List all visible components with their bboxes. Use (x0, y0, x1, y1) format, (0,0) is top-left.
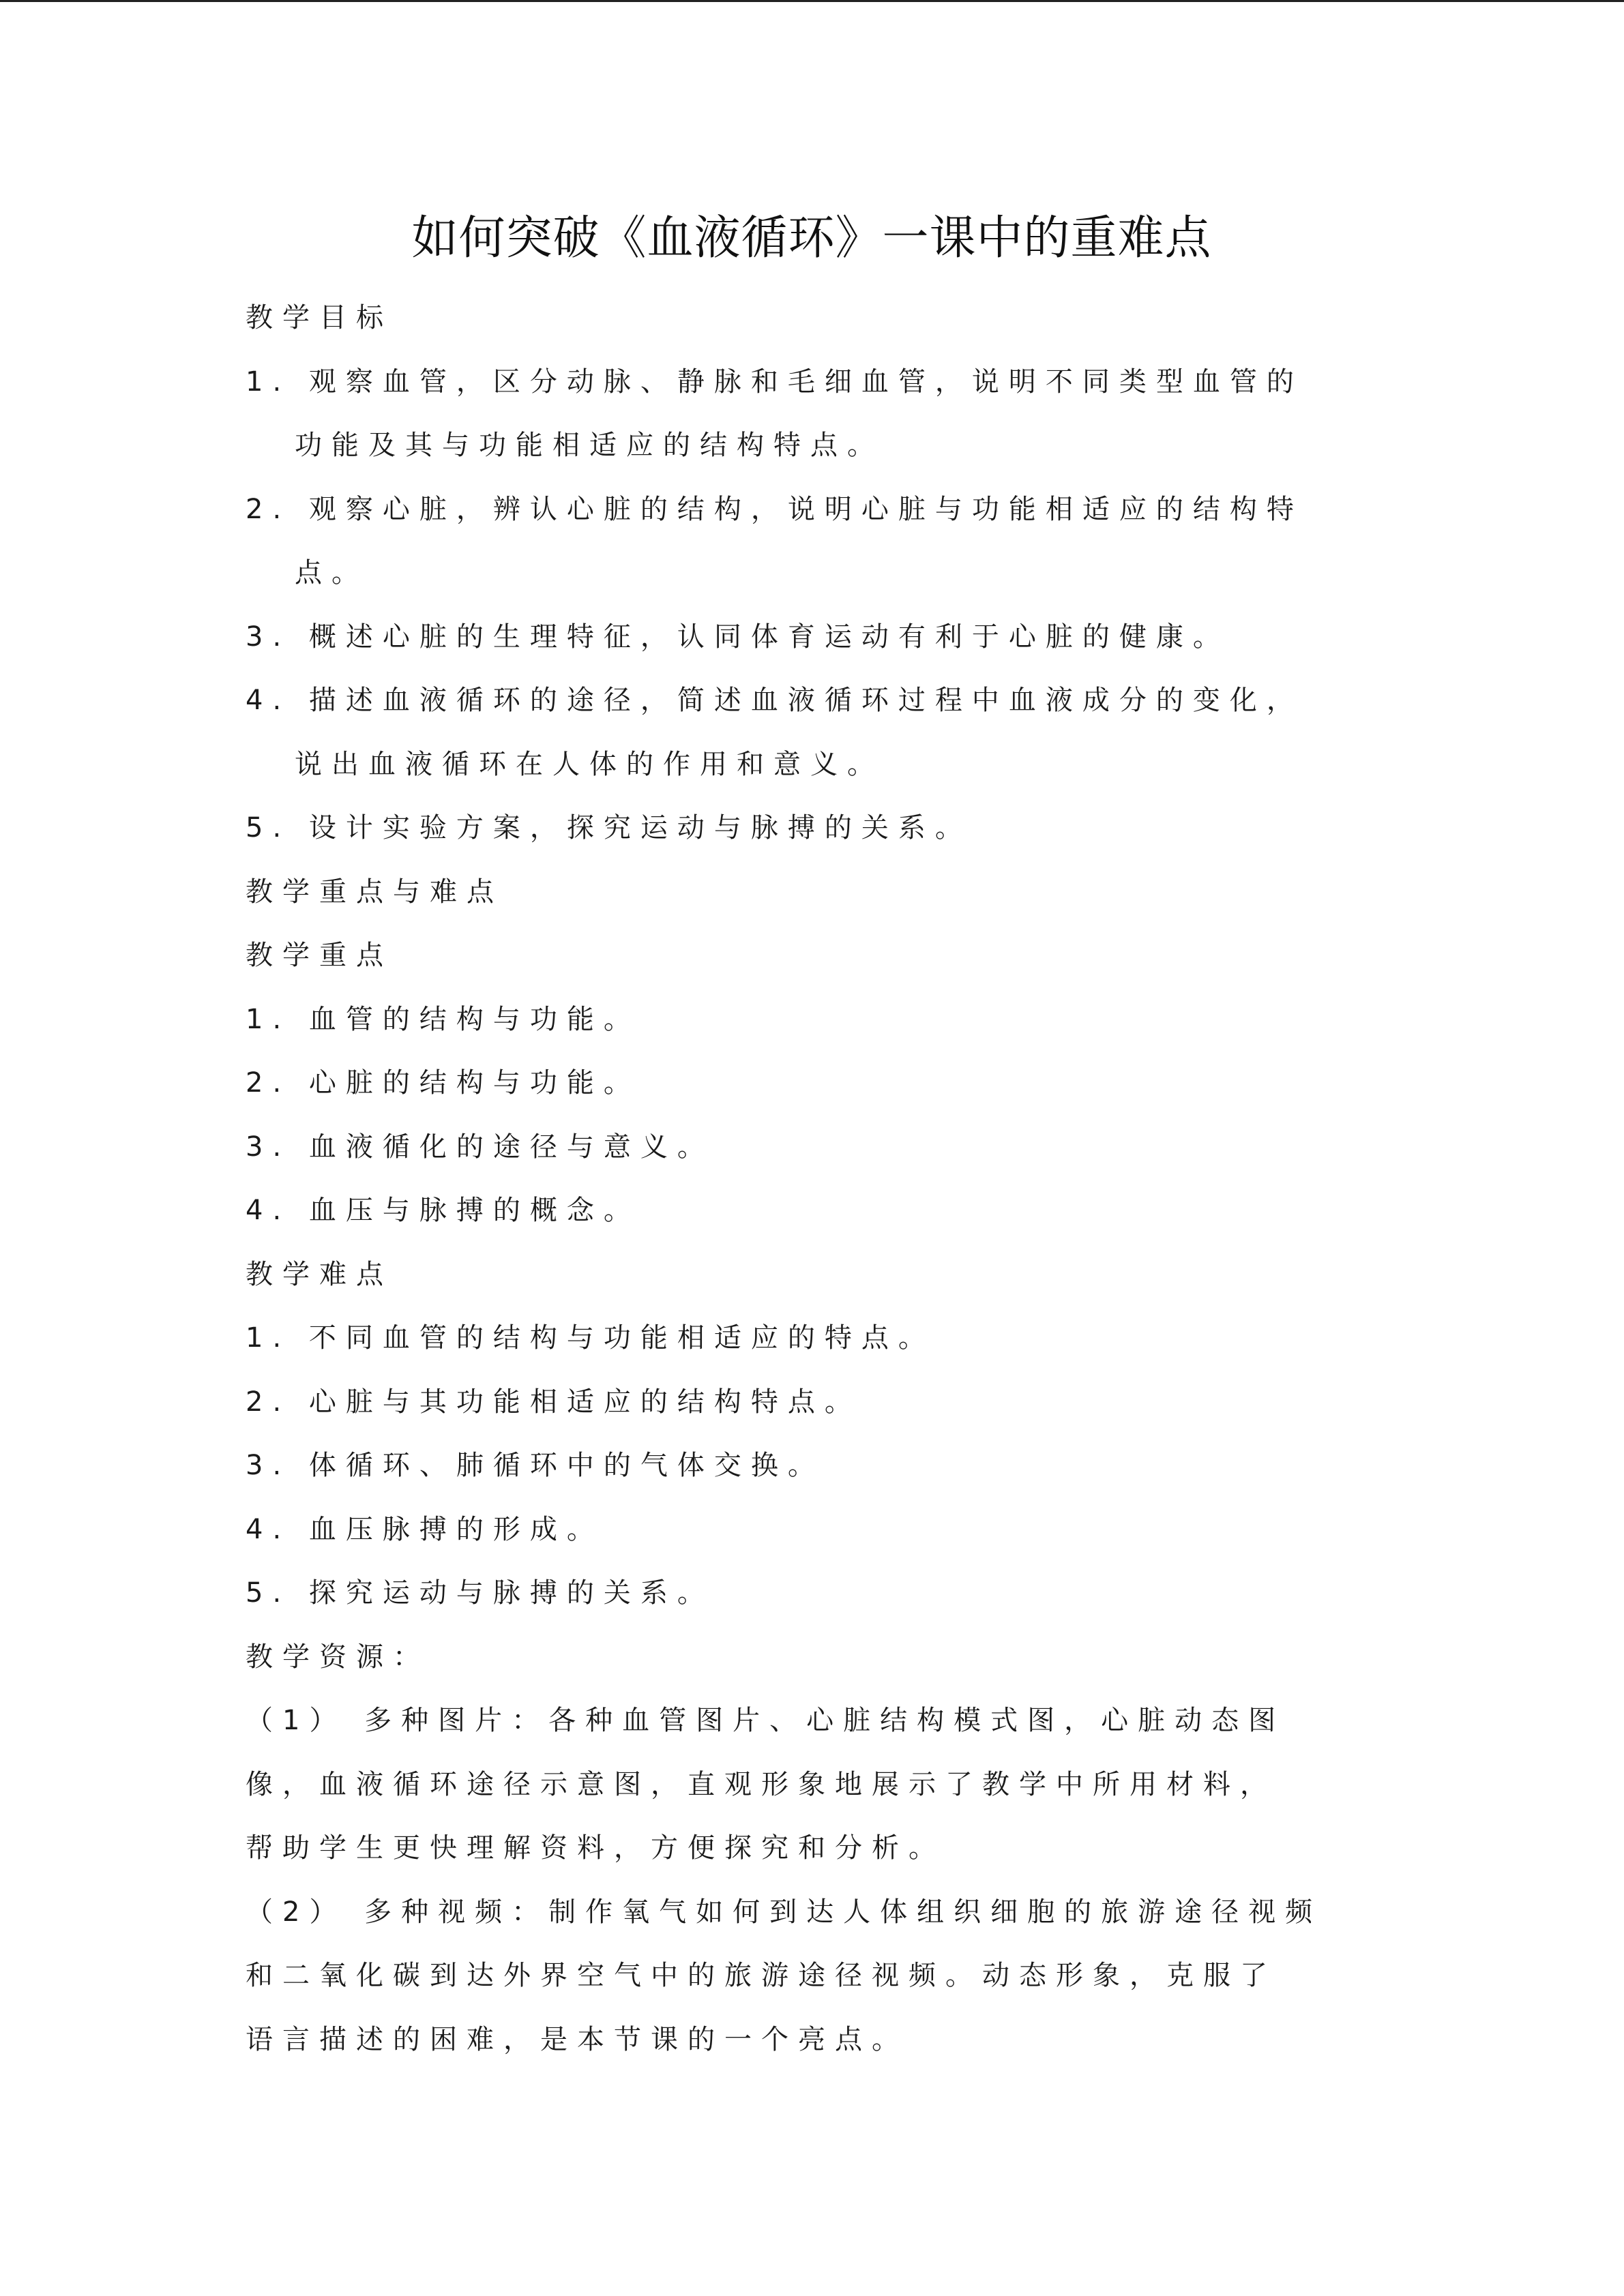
document-body (246, 286, 1378, 2072)
text-line: 教学资源： (246, 1641, 430, 1673)
text-line: 教学难点 (246, 1258, 393, 1290)
text-line: 3. 血液循化的途径与意义。 (246, 1131, 714, 1163)
text-line: 说出血液循环在人体的作用和意义。 (295, 748, 884, 780)
text-line: 4. 描述血液循环的途径，简述血液循环过程中血液成分的变化， (246, 685, 1303, 716)
text-line: 像，血液循环途径示意图，直观形象地展示了教学中所用材料， (246, 1768, 1277, 1800)
text-line: 和二氧化碳到达外界空气中的旅游途径视频。动态形象，克服了 (246, 1960, 1277, 1991)
text-line: 5. 设计实验方案，探究运动与脉搏的关系。 (246, 812, 972, 844)
text-line: （1） 多种图片：各种血管图片、心脏结构模式图，心脏动态图 (246, 1705, 1286, 1736)
text-line: 功能及其与功能相适应的结构特点。 (295, 430, 884, 461)
top-border (0, 0, 1624, 2)
document-page (246, 198, 1378, 2072)
text-line: 点。 (295, 557, 368, 588)
text-line: 语言描述的困难，是本节课的一个亮点。 (246, 2023, 909, 2055)
text-line: 1. 观察血管，区分动脉、静脉和毛细血管，说明不同类型血管的 (246, 366, 1303, 398)
text-line: 4. 血压脉搏的形成。 (246, 1513, 604, 1545)
text-line: 1. 血管的结构与功能。 (246, 1003, 640, 1035)
text-line: 2. 心脏与其功能相适应的结构特点。 (246, 1386, 861, 1418)
text-line: 2. 观察心脏，辨认心脏的结构，说明心脏与功能相适应的结构特 (246, 493, 1303, 525)
text-line: 5. 探究运动与脉搏的关系。 (246, 1577, 714, 1609)
text-line: 3. 体循环、肺循环中的气体交换。 (246, 1450, 825, 1481)
text-line: 4. 血压与脉搏的概念。 (246, 1195, 640, 1226)
text-line: 3. 概述心脏的生理特征，认同体育运动有利于心脏的健康。 (246, 621, 1230, 653)
text-line: （2） 多种视频：制作氧气如何到达人体组织细胞的旅游途径视频 (246, 1896, 1323, 1928)
text-line: 帮助学生更快理解资料，方便探究和分析。 (246, 1832, 945, 1864)
text-line: 教学重点与难点 (246, 876, 503, 908)
document-title: 如何突破《血液循环》一课中的重难点 (411, 211, 1212, 265)
text-line: 教学重点 (246, 940, 393, 971)
text-line: 2. 心脏的结构与功能。 (246, 1067, 640, 1099)
text-line: 1. 不同血管的结构与功能相适应的特点。 (246, 1322, 935, 1354)
text-line: 教学目标 (246, 302, 393, 333)
